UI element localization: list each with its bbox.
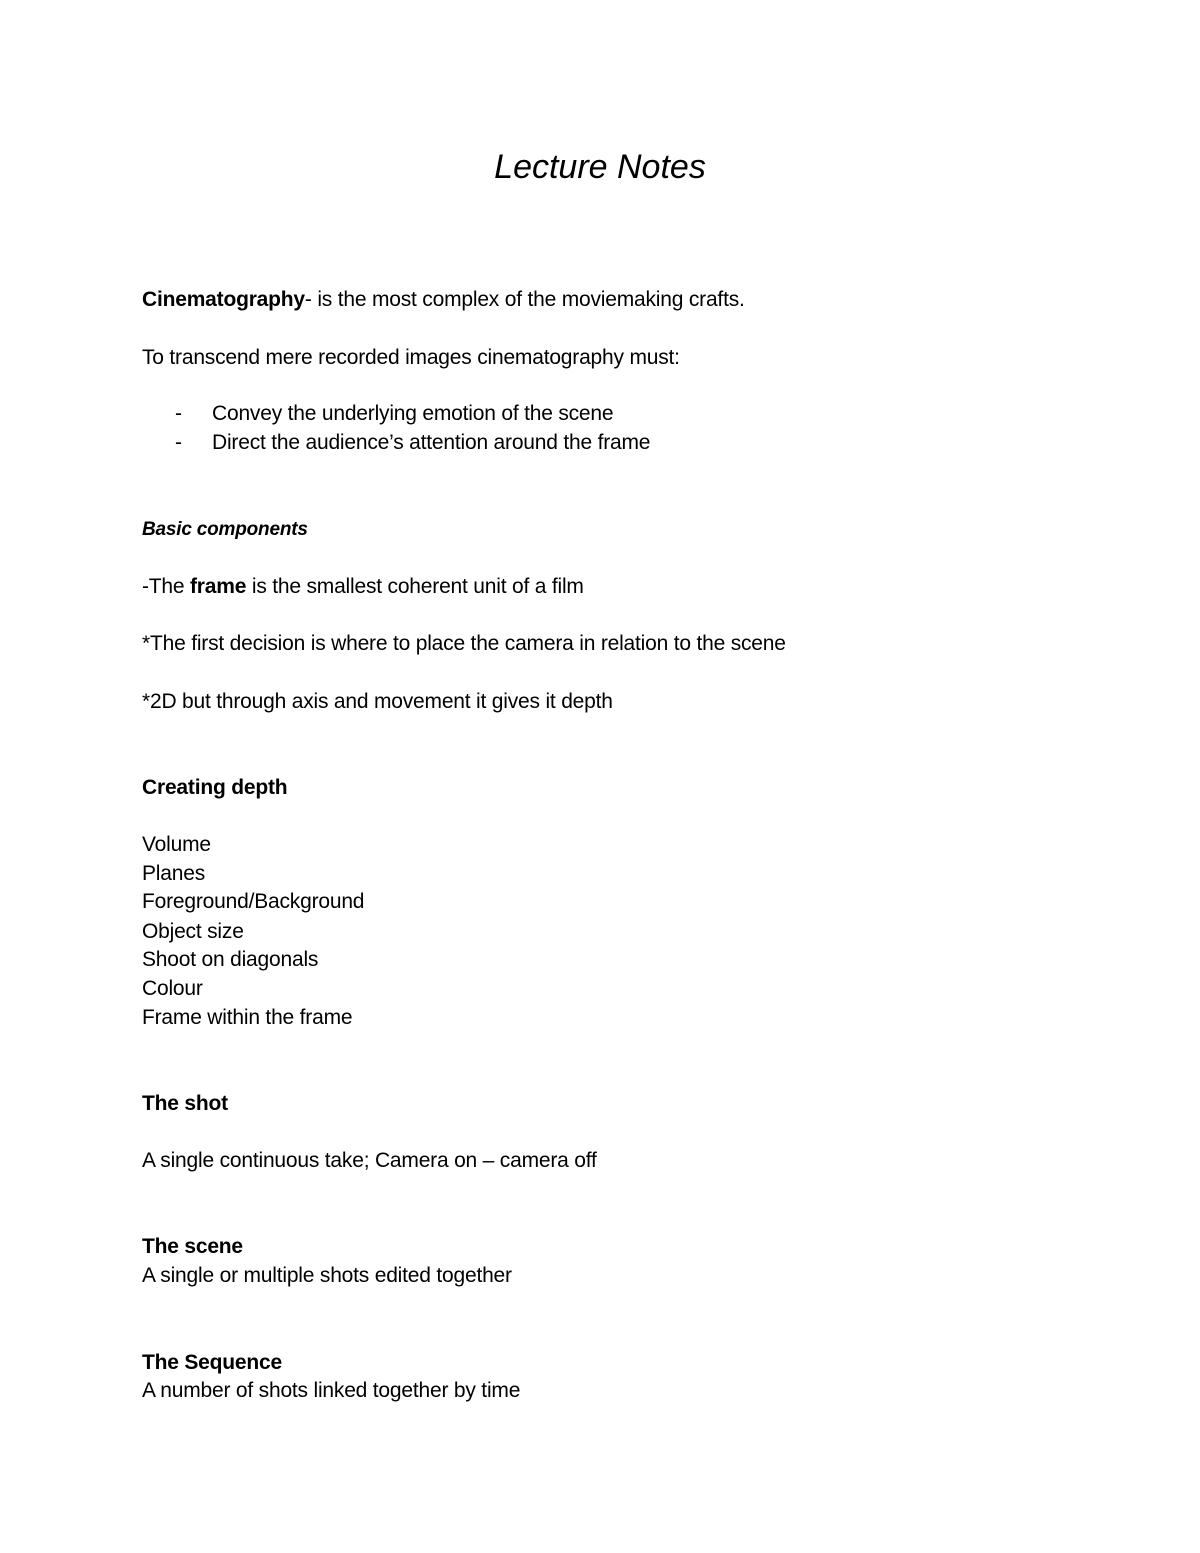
bullet-marker: - [175, 431, 182, 454]
intro-lead: To transcend mere recorded images cinematography must: [142, 346, 680, 369]
depth-list-item: Colour [142, 977, 203, 1000]
depth-list-item: Volume [142, 833, 211, 856]
scene-definition: A single or multiple shots edited together [142, 1264, 512, 1287]
frame-definition [142, 572, 584, 602]
cinematography-definition [142, 285, 745, 315]
bullet-marker: - [175, 402, 182, 425]
heading-creating-depth: Creating depth [142, 776, 288, 799]
heading-the-scene: The scene [142, 1235, 243, 1258]
shot-definition: A single continuous take; Camera on – camera off [142, 1149, 597, 1172]
term-cinematography: Cinematography [142, 288, 305, 311]
depth-list-item: Frame within the frame [142, 1006, 353, 1029]
definition-text: - is the most complex of the moviemaking crafts. [304, 288, 745, 311]
heading-the-sequence: The Sequence [142, 1351, 282, 1374]
frame-suffix: is the smallest coherent unit of a film [246, 575, 584, 598]
heading-the-shot: The shot [142, 1092, 228, 1115]
depth-list-item: Planes [142, 862, 206, 885]
bullet-item: Convey the underlying emotion of the scene [212, 402, 614, 425]
frame-prefix: -The [142, 575, 191, 598]
depth-list-item: Shoot on diagonals [142, 948, 319, 971]
sequence-definition: A number of shots linked together by time [142, 1379, 521, 1402]
term-frame: frame [190, 575, 247, 598]
bullet-item: Direct the audience’s attention around the frame [212, 431, 651, 454]
document-title: Lecture Notes [494, 148, 706, 186]
depth-list-item: Foreground/Background [142, 890, 365, 913]
note-depth: *2D but through axis and movement it gives it depth [142, 690, 613, 713]
heading-basic-components: Basic components [142, 519, 308, 540]
note-camera-placement: *The first decision is where to place the camera in relation to the scene [142, 632, 786, 655]
depth-list-item: Object size [142, 920, 244, 943]
